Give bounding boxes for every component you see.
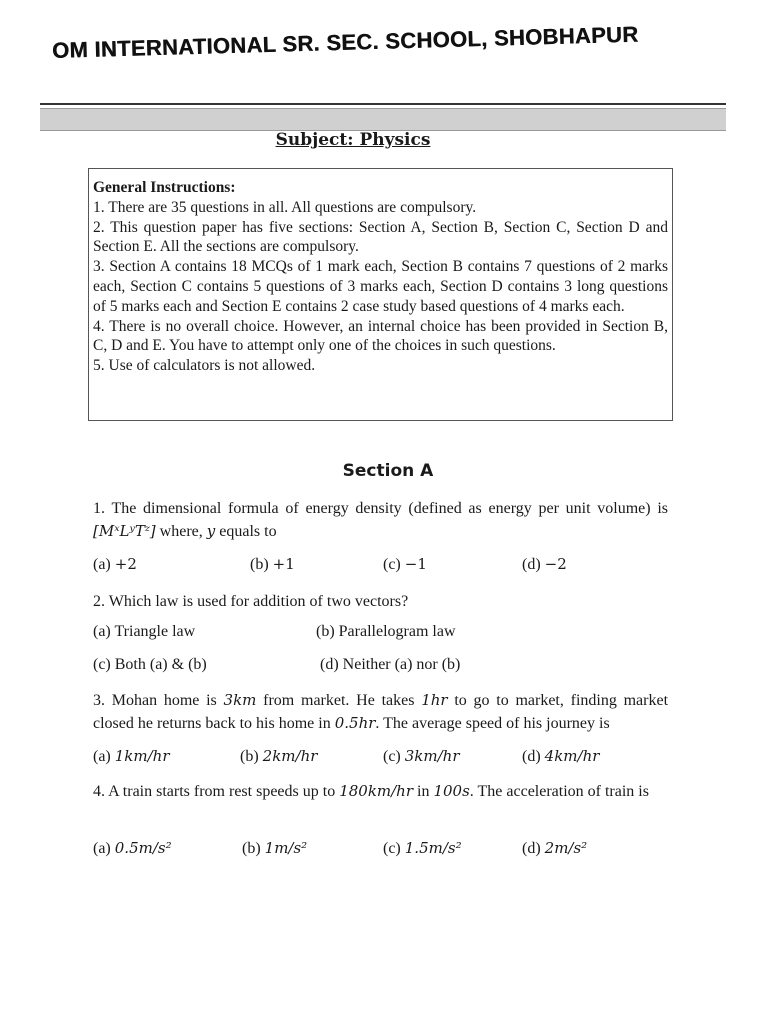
q1-option-b: (b) +1 (250, 555, 295, 573)
instruction-item: 5. Use of calculators is not allowed. (93, 357, 316, 375)
q1-option-d: (d) −2 (522, 555, 567, 573)
q1-option-a: (a) +2 (93, 555, 137, 573)
q2-option-c: (c) Both (a) & (b) (93, 656, 207, 673)
question-2: 2. Which law is used for addition of two vectors? (93, 593, 409, 610)
header-rule (40, 103, 726, 105)
question-1 (93, 497, 668, 543)
q1-variable: y (206, 522, 216, 540)
question-3: 3. Mohan home is 3km from market. He takes 1hr to go to market, finding market closed he returns back to his home in 0.5hr. The average speed of his journey is (93, 691, 669, 732)
instruction-item: 4. There is no overall choice. However, an internal choice has been provided in Section B, C, D and E. You have to attempt only one of the choices in such questions. (93, 317, 668, 355)
q1-text: equals to (215, 523, 277, 540)
instruction-item: 3. Section A contains 18 MCQs of 1 mark each, Section B contains 7 questions of 2 marks each, Section C contains 5 questions of 3 marks each, Section D contains 3 long questions of 5 marks each and Section E contains 2 case study based questions of 4 marks each. (93, 258, 668, 315)
school-name: OM INTERNATIONAL SR. SEC. SCHOOL, SHOBHAPUR (51, 21, 639, 63)
section-a-title: Section A (342, 461, 434, 481)
q2-option-b: (b) Parallelogram law (316, 623, 456, 640)
q1-option-c: (c) −1 (383, 555, 427, 573)
q2-option-d: (d) Neither (a) nor (b) (320, 656, 461, 673)
q1-text: 1. The dimensional formula of energy density (defined as energy per unit volume) is (93, 500, 668, 517)
q3-option-b: (b) 2km/hr (240, 747, 318, 765)
subject-title: Subject: Physics (275, 130, 431, 150)
instruction-item: 1. There are 35 questions in all. All questions are compulsory. (93, 198, 477, 216)
q4-option-d: (d) 2m/s² (522, 839, 588, 857)
q2-option-a: (a) Triangle law (93, 623, 196, 640)
question-4: 4. A train starts from rest speeds up to 180km/hr in 100s. The acceleration of train is (93, 782, 649, 800)
q3-option-c: (c) 3km/hr (383, 747, 460, 765)
q1-text: where, (155, 523, 207, 540)
q3-option-d: (d) 4km/hr (522, 747, 600, 765)
general-instructions-box (88, 168, 673, 421)
q3-option-a: (a) 1km/hr (93, 747, 170, 765)
q1-formula: [MˣLʸTᶻ] (93, 522, 156, 540)
instructions-heading: General Instructions: (93, 179, 236, 196)
q4-option-b: (b) 1m/s² (242, 839, 308, 857)
instruction-item: 2. This question paper has five sections: Section A, Section B, Section C, Section D and Section E. All the sections are compulsory. (93, 218, 668, 256)
header-band (40, 108, 726, 131)
q4-option-c: (c) 1.5m/s² (383, 839, 462, 857)
q4-option-a: (a) 0.5m/s² (93, 839, 172, 857)
